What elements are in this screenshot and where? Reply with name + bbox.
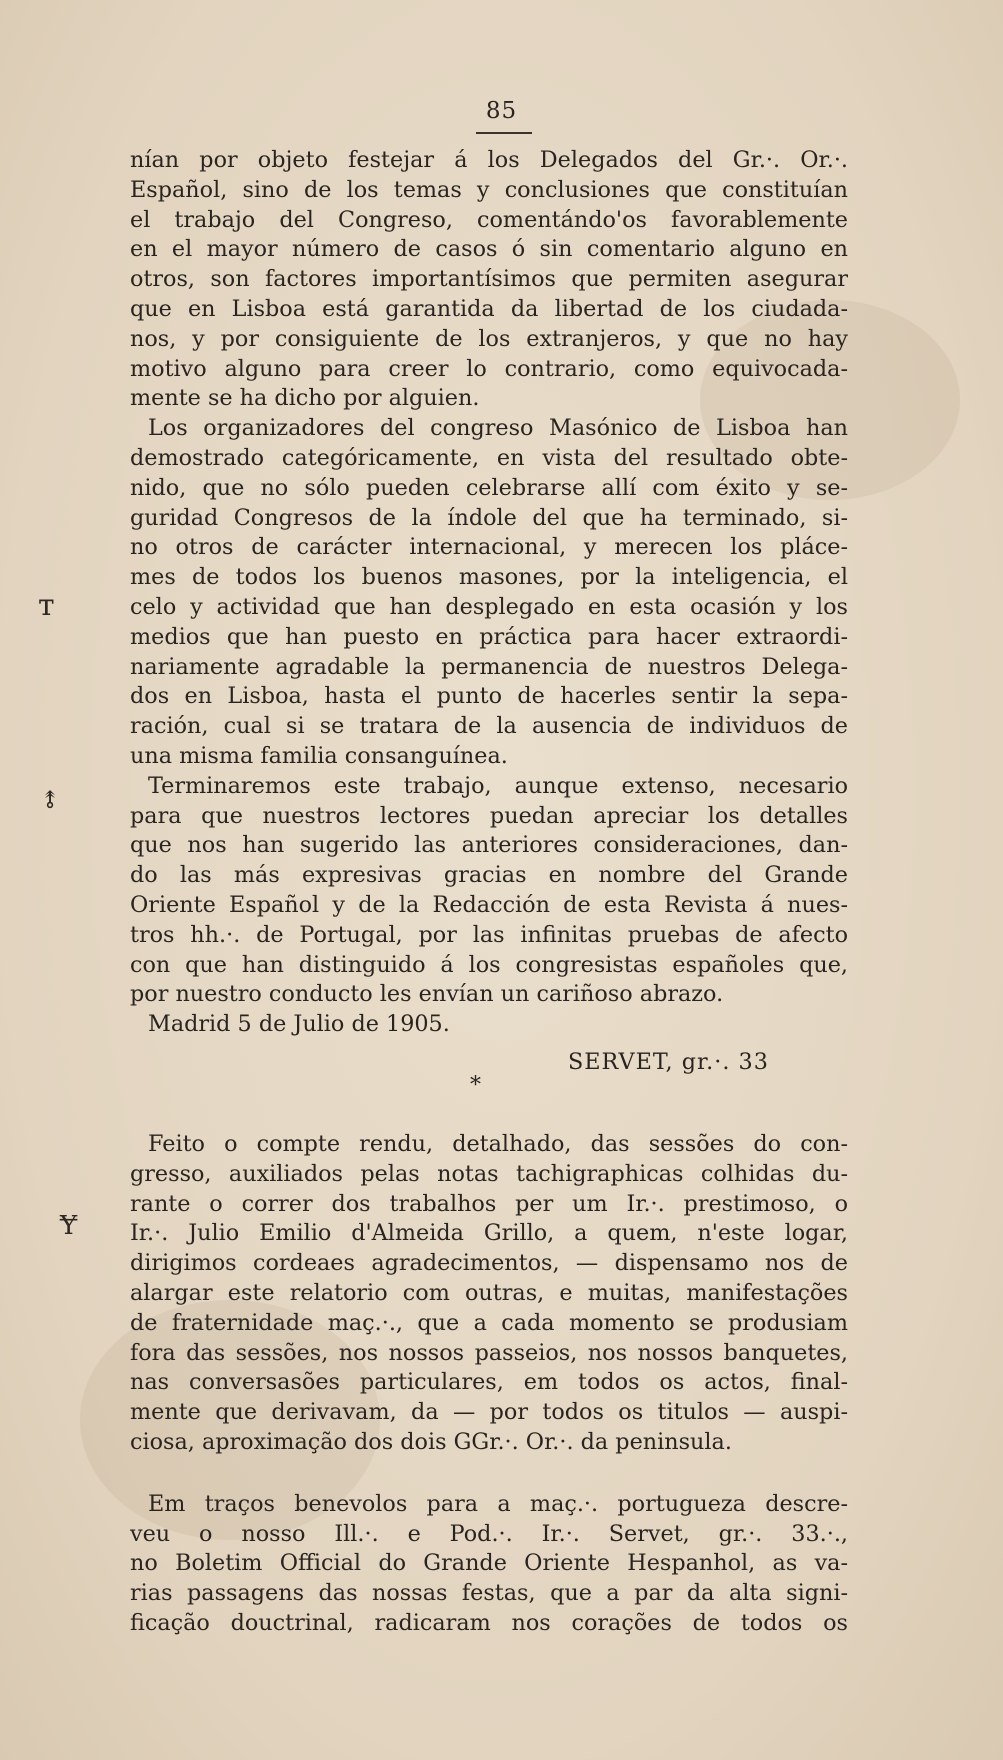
text-line: nos, y por consiguiente de los extranjeros, y que no hay: [130, 325, 848, 352]
text-line: para que nuestros lectores puedan apreciar los detalles: [130, 802, 848, 829]
text-line: dirigimos cordeaes agradecimentos, — dispensamo nos de: [130, 1250, 848, 1277]
text-line: Feito o compte rendu, detalhado, das sessões do con-: [148, 1131, 848, 1157]
text-line: Los organizadores del congreso Masónico de Lisboa han: [148, 415, 848, 442]
text-line: nariamente agradable la permanencia de nuestros Delega-: [130, 653, 848, 680]
text-line: mente se ha dicho por alguien.: [130, 385, 480, 412]
text-line: veu o nosso Ill.·. e Pod.·. Ir.·. Servet, gr.·. 33.·.,: [130, 1520, 848, 1547]
text-line: en el mayor número de casos ó sin comentario alguno en: [130, 236, 848, 263]
text-line: el trabajo del Congreso, comentándo'os favorablemente: [130, 206, 848, 233]
text-line: nido, que no sólo pueden celebrarse allí com éxito y se-: [130, 474, 848, 501]
text-line: otros, son factores importantísimos que permiten asegurar: [130, 266, 848, 293]
text-line: Ir.·. Julio Emilio d'Almeida Grillo, a quem, n'este logar,: [130, 1220, 848, 1247]
text-line: Terminaremos este trabajo, aunque extenso, necesario: [148, 772, 848, 799]
text-line: motivo alguno para creer lo contrario, como equivocada-: [130, 355, 848, 382]
text-line: ciosa, aproximação dos dois GGr.·. Or.·. da peninsula.: [130, 1428, 732, 1455]
text-line: nían por objeto festejar á los Delegados del Gr.·. Or.·.: [130, 147, 848, 173]
text-line: Oriente Español y de la Redacción de esta Revista á nues-: [130, 891, 848, 918]
text-line: Em traços benevolos para a maç.·. portugueza descre-: [148, 1490, 848, 1517]
text-line: guridad Congresos de la índole del que ha terminado, si-: [130, 504, 848, 531]
paragraph: [130, 772, 848, 1010]
text-line: ración, cual si se tratara de la ausencia de individuos de: [130, 713, 848, 740]
margin-mark: ᴛ: [38, 588, 55, 623]
text-line: gresso, auxiliados pelas notas tachigraphicas colhidas du-: [130, 1160, 848, 1187]
margin-mark: ⥉: [40, 786, 61, 814]
text-line: nas conversasões particulares, em todos os actos, final-: [130, 1369, 848, 1396]
text-line: dos en Lisboa, hasta el punto de hacerles sentir la sepa-: [130, 683, 848, 710]
section-separator: *: [470, 1073, 481, 1098]
text-line: fora das sessões, nos nossos passeios, nos nossos banquetes,: [130, 1339, 848, 1366]
text-line: demostrado categóricamente, en vista del resultado obte-: [130, 444, 848, 471]
text-line: rias passagens das nossas festas, que a par da alta signi-: [130, 1580, 848, 1607]
text-line: por nuestro conducto les envían un cariñoso abrazo.: [130, 981, 724, 1008]
page-number: 85: [485, 98, 518, 124]
text-line: celo y actividad que han desplegado en esta ocasión y los: [130, 593, 848, 620]
paragraph: [130, 414, 848, 772]
text-line: rante o correr dos trabalhos per um Ir.·. prestimoso, o: [130, 1190, 848, 1217]
paragraph: [130, 1130, 848, 1458]
text-line: no Boletim Official do Grande Oriente Hespanhol, as va-: [130, 1550, 848, 1577]
text-line: de fraternidade maç.·., que a cada momento se produsiam: [130, 1309, 848, 1336]
portuguese-article: [130, 1130, 848, 1639]
text-line: tros hh.·. de Portugal, por las infinitas pruebas de afecto: [130, 921, 848, 948]
paragraph-dateline: [130, 1010, 848, 1040]
text-line: una misma familia consanguínea.: [130, 742, 508, 769]
text-line: do las más expresivas gracias en nombre del Grande: [130, 862, 848, 889]
spanish-article: [130, 146, 848, 1040]
text-line: ficação douctrinal, radicaram nos corações de todos os: [130, 1609, 848, 1636]
text-line: medios que han puesto en práctica para hacer extraordi-: [130, 623, 848, 650]
text-line: Español, sino de los temas y conclusiones que constituían: [130, 176, 848, 203]
paragraph-gap: [130, 1458, 848, 1490]
author-signature: SERVET, gr.·. 33: [568, 1049, 769, 1075]
paragraph: [130, 146, 848, 414]
dateline: Madrid 5 de Julio de 1905.: [148, 1011, 450, 1038]
text-line: alargar este relatorio com outras, e muitas, manifestações: [130, 1279, 848, 1306]
page-number-rule: [476, 132, 532, 134]
margin-mark: Ɏ: [60, 1211, 78, 1241]
text-line: que en Lisboa está garantida da libertad de los ciudada-: [130, 295, 848, 322]
text-line: con que han distinguido á los congresistas españoles que,: [130, 951, 848, 978]
text-line: no otros de carácter internacional, y merecen los pláce-: [130, 534, 848, 561]
paragraph: [130, 1490, 848, 1639]
text-line: mente que derivavam, da — por todos os titulos — auspi-: [130, 1399, 848, 1426]
text-line: mes de todos los buenos masones, por la inteligencia, el: [130, 564, 848, 591]
text-line: que nos han sugerido las anteriores consideraciones, dan-: [130, 832, 848, 859]
